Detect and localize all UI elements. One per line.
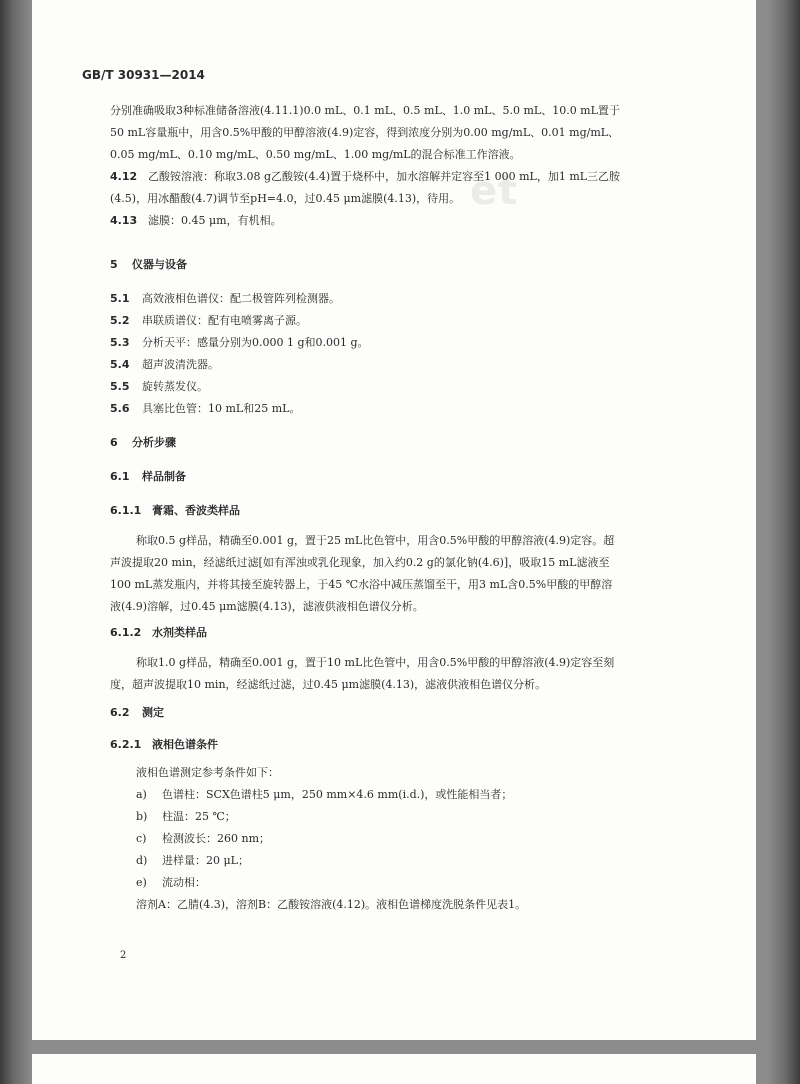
- item-5-2: 5.2 串联质谱仪：配有电喷雾离子源。: [110, 314, 307, 327]
- paragraph-line: 液(4.9)溶解，过0.45 μm滤膜(4.13)，滤液供液相色谱仪分析。: [110, 600, 424, 613]
- item-5-3: 5.3 分析天平：感量分别为0.000 1 g和0.001 g。: [110, 336, 369, 349]
- paragraph-line: 称取1.0 g样品，精确至0.001 g，置于10 mL比色管中，用含0.5%甲酸的甲醇溶液(4.9)定容至刻: [136, 656, 615, 669]
- section-6-2-heading: 6.2 测定: [110, 706, 164, 719]
- item-5-6: 5.6 具塞比色管：10 mL和25 mL。: [110, 402, 301, 415]
- paragraph-line: 100 mL蒸发瓶内，并将其接至旋转器上，于45 ℃水浴中减压蒸馏至干，用3 mL含0.5%甲酸的甲醇溶: [110, 578, 613, 591]
- item-4-13: [110, 214, 282, 228]
- standard-code: GB/T 30931—2014: [82, 68, 205, 82]
- item-5-1: 5.1 高效液相色谱仪：配二极管阵列检测器。: [110, 292, 340, 305]
- item-number: 4.12: [110, 170, 138, 183]
- condition-d: d) 进样量：20 μL；: [136, 854, 249, 867]
- section-6-1-heading: 6.1 样品制备: [110, 470, 186, 483]
- item-4-12: [110, 170, 620, 184]
- item-text: 滤膜：0.45 μm，有机相。: [148, 214, 282, 227]
- section-6-heading: 6 分析步骤: [110, 436, 176, 449]
- item-text: 乙酸铵溶液：称取3.08 g乙酸铵(4.4)置于烧杯中，加水溶解并定容至1 000 mL，加1 mL三乙胺: [148, 170, 621, 183]
- item-5-5: 5.5 旋转蒸发仪。: [110, 380, 208, 393]
- text-line: (4.5)，用冰醋酸(4.7)调节至pH=4.0，过0.45 μm滤膜(4.13)，待用。: [110, 192, 461, 205]
- paragraph-line: 称取0.5 g样品，精确至0.001 g，置于25 mL比色管中，用含0.5%甲酸的甲醇溶液(4.9)定容。超: [136, 534, 615, 547]
- condition-c: c) 检测波长：260 nm；: [136, 832, 271, 845]
- condition-e: e) 流动相：: [136, 876, 206, 889]
- page-number: 2: [120, 950, 127, 961]
- paragraph-line: 液相色谱测定参考条件如下：: [136, 766, 279, 779]
- section-6-1-1-heading: 6.1.1 膏霜、香波类样品: [110, 504, 240, 517]
- next-page-edge: [32, 1054, 756, 1084]
- solvent-line: 溶剂A：乙腈(4.3)，溶剂B：乙酸铵溶液(4.12)。液相色谱梯度洗脱条件见表1。: [136, 898, 527, 911]
- paragraph-line: 度，超声波提取10 min，经滤纸过滤，过0.45 μm滤膜(4.13)，滤液供液相色谱仪分析。: [110, 678, 547, 691]
- section-6-2-1-heading: 6.2.1 液相色谱条件: [110, 738, 218, 751]
- section-6-1-2-heading: 6.1.2 水剂类样品: [110, 626, 207, 639]
- condition-a: a) 色谱柱：SCX色谱柱5 μm，250 mm×4.6 mm(i.d.)，或性能相当者；: [136, 788, 513, 801]
- item-number: 4.13: [110, 214, 138, 227]
- paragraph-line: 声波提取20 min，经滤纸过滤[如有浑浊或乳化现象，加入约0.2 g的氯化钠(4.6)]，吸取15 mL滤液至: [110, 556, 610, 569]
- text-line: 分别准确吸取3种标准储备溶液(4.11.1)0.0 mL、0.1 mL、0.5 mL、1.0 mL、5.0 mL、10.0 mL置于: [110, 104, 620, 117]
- watermark: et: [470, 168, 519, 214]
- section-5-heading: 5 仪器与设备: [110, 258, 187, 271]
- item-5-4: 5.4 超声波清洗器。: [110, 358, 219, 371]
- text-line: 50 mL容量瓶中，用含0.5%甲酸的甲醇溶液(4.9)定容，得到浓度分别为0.00 mg/mL、0.01 mg/mL、: [110, 126, 620, 139]
- condition-b: b) 柱温：25 ℃；: [136, 810, 236, 823]
- text-line: 0.05 mg/mL、0.10 mg/mL、0.50 mg/mL、1.00 mg/mL的混合标准工作溶液。: [110, 148, 521, 161]
